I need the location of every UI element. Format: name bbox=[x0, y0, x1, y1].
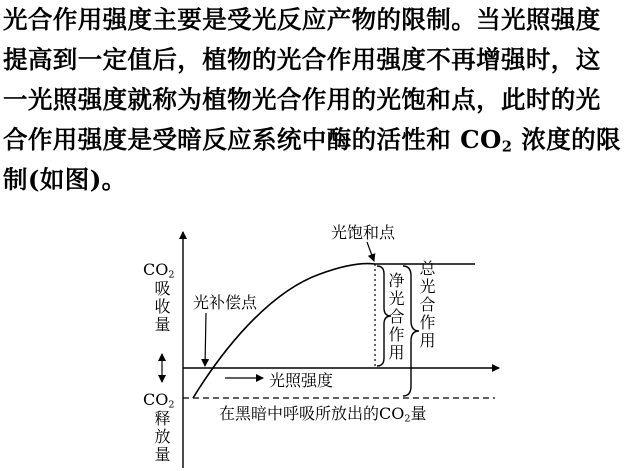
net-photosynthesis-label: 净光合作用 bbox=[386, 272, 405, 362]
x-axis-label: 光照强度 bbox=[269, 371, 334, 390]
text-line-3: 一光照强度就称为植物光合作用的光饱和点，此时的光 bbox=[3, 85, 601, 114]
y-axis-absorb-label-co2 bbox=[143, 260, 174, 279]
light-compensation-point-label: 光补偿点 bbox=[193, 293, 258, 312]
y-axis-release-label-co2 bbox=[143, 390, 174, 409]
text-paragraph bbox=[3, 0, 637, 200]
y-bottom-co2-text: CO bbox=[143, 390, 169, 409]
dark-respiration-label bbox=[219, 401, 427, 424]
photosynthesis-diagram bbox=[135, 218, 505, 471]
y-top-co2-text: CO bbox=[143, 260, 169, 279]
dark-respiration-text: 在黑暗中呼吸所放出的CO bbox=[219, 404, 405, 423]
text-line-4-subscript: 2 bbox=[501, 138, 513, 156]
text-line-5: 制(如图)。 bbox=[3, 165, 127, 194]
dark-respiration-unit: 量 bbox=[410, 404, 427, 423]
y-axis-absorb-label: 吸收量 bbox=[152, 280, 171, 334]
text-line-4-part-a: 合作用强度是受暗反应系统中酶的活性和 CO bbox=[3, 125, 502, 154]
gross-photosynthesis-label: 总光合作用 bbox=[417, 260, 436, 350]
compensation-pointer-arrow bbox=[205, 313, 206, 366]
saturation-pointer-arrow bbox=[367, 242, 374, 261]
text-line-4-part-b: 浓度的限 bbox=[512, 125, 621, 154]
diagram-graphic bbox=[135, 218, 505, 471]
y-top-co2-subscript: 2 bbox=[168, 269, 175, 281]
y-axis-release-label: 释放量 bbox=[152, 410, 171, 464]
y-bottom-co2-subscript: 2 bbox=[168, 399, 175, 411]
text-line-1: 光合作用强度主要是受光反应产物的限制。当光照强度 bbox=[3, 5, 601, 34]
text-line-4 bbox=[3, 120, 637, 160]
text-line-2: 提高到一定值后，植物的光合作用强度不再增强时，这 bbox=[3, 45, 601, 74]
dark-respiration-subscript: 2 bbox=[404, 413, 411, 425]
light-saturation-point-label: 光饱和点 bbox=[331, 223, 396, 242]
